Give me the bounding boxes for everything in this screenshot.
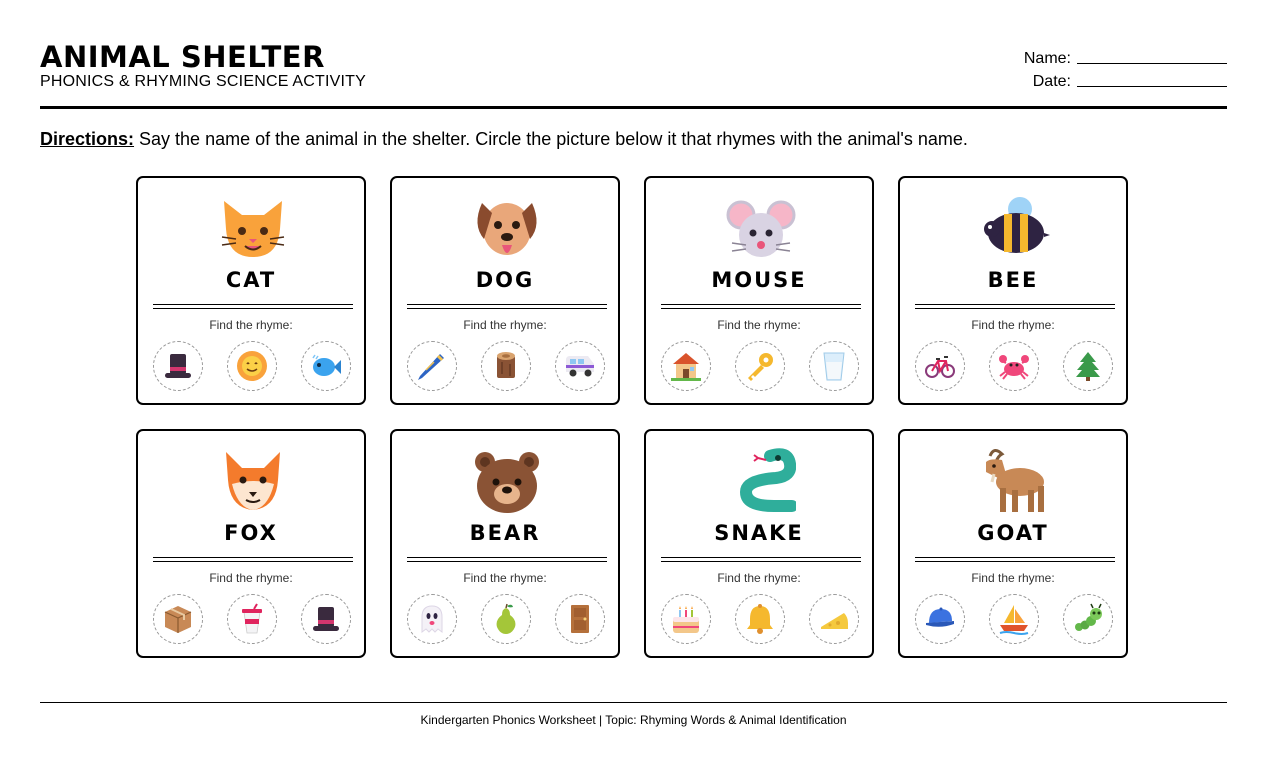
find-rhyme-label: Find the rhyme:	[971, 318, 1055, 332]
page-title: ANIMAL SHELTER	[40, 40, 325, 74]
rhyme-choice[interactable]	[989, 341, 1039, 391]
rhyme-choice[interactable]	[555, 594, 605, 644]
rhyme-choice[interactable]	[915, 341, 965, 391]
find-rhyme-label: Find the rhyme:	[717, 318, 801, 332]
rhyme-choice[interactable]	[661, 341, 711, 391]
find-rhyme-label: Find the rhyme:	[971, 571, 1055, 585]
rhyme-choice[interactable]	[809, 341, 859, 391]
animal-name: BEAR	[469, 521, 541, 545]
rhyme-choice[interactable]	[301, 594, 351, 644]
rhyme-choice[interactable]	[407, 594, 457, 644]
double-divider	[661, 304, 861, 309]
worksheet-header	[40, 40, 1227, 110]
name-field[interactable]	[1077, 62, 1227, 64]
animal-name: DOG	[475, 268, 535, 292]
animal-card-bear	[390, 429, 620, 658]
date-field[interactable]	[1077, 85, 1227, 87]
rhyme-choice[interactable]	[555, 341, 605, 391]
snake-icon	[726, 448, 796, 516]
directions	[40, 129, 968, 150]
fox-icon	[218, 448, 288, 516]
double-divider	[407, 304, 607, 309]
name-label: Name:	[1023, 50, 1071, 67]
animal-name: MOUSE	[711, 268, 807, 292]
date-label: Date:	[1032, 73, 1071, 90]
goat-icon	[980, 448, 1050, 516]
find-rhyme-label: Find the rhyme:	[463, 318, 547, 332]
animal-name: SNAKE	[714, 521, 804, 545]
dog-icon	[472, 195, 542, 263]
find-rhyme-label: Find the rhyme:	[717, 571, 801, 585]
animal-card-bee	[898, 176, 1128, 405]
rhyme-choice[interactable]	[153, 341, 203, 391]
rhyme-choice[interactable]	[1063, 594, 1113, 644]
mouse-icon	[726, 195, 796, 263]
double-divider	[153, 304, 353, 309]
rhyme-choice[interactable]	[481, 594, 531, 644]
header-divider	[40, 106, 1227, 109]
rhyme-choice[interactable]	[809, 594, 859, 644]
name-date-block	[1017, 45, 1227, 91]
animal-name: BEE	[987, 268, 1039, 292]
rhyme-choice[interactable]	[481, 341, 531, 391]
rhyme-choice[interactable]	[915, 594, 965, 644]
rhyme-choice[interactable]	[735, 594, 785, 644]
double-divider	[915, 557, 1115, 562]
rhyme-choice[interactable]	[661, 594, 711, 644]
animal-card-dog	[390, 176, 620, 405]
directions-text: Say the name of the animal in the shelter. Circle the picture below it that rhymes with the animal's name.	[139, 129, 968, 149]
rhyme-choice[interactable]	[989, 594, 1039, 644]
directions-label: Directions:	[40, 129, 135, 149]
animal-card-cat	[136, 176, 366, 405]
rhyme-choice[interactable]	[227, 341, 277, 391]
animal-card-fox	[136, 429, 366, 658]
animal-card-mouse	[644, 176, 874, 405]
animal-card-grid	[136, 176, 1132, 662]
rhyme-choice[interactable]	[1063, 341, 1113, 391]
rhyme-choice[interactable]	[227, 594, 277, 644]
animal-name: GOAT	[977, 521, 1049, 545]
find-rhyme-label: Find the rhyme:	[463, 571, 547, 585]
cat-icon	[218, 195, 288, 263]
find-rhyme-label: Find the rhyme:	[209, 318, 293, 332]
page-subtitle: PHONICS & RHYMING SCIENCE ACTIVITY	[40, 73, 366, 90]
bee-icon	[980, 195, 1050, 263]
footer-text: Kindergarten Phonics Worksheet | Topic: Rhyming Words & Animal Identification	[420, 713, 847, 727]
animal-name: CAT	[225, 268, 277, 292]
rhyme-choice[interactable]	[735, 341, 785, 391]
animal-name: FOX	[224, 521, 278, 545]
rhyme-choice[interactable]	[407, 341, 457, 391]
double-divider	[153, 557, 353, 562]
rhyme-choice[interactable]	[153, 594, 203, 644]
animal-card-snake	[644, 429, 874, 658]
footer-divider	[40, 702, 1227, 703]
find-rhyme-label: Find the rhyme:	[209, 571, 293, 585]
rhyme-choice[interactable]	[301, 341, 351, 391]
animal-card-goat	[898, 429, 1128, 658]
double-divider	[661, 557, 861, 562]
bear-icon	[472, 448, 542, 516]
double-divider	[915, 304, 1115, 309]
double-divider	[407, 557, 607, 562]
